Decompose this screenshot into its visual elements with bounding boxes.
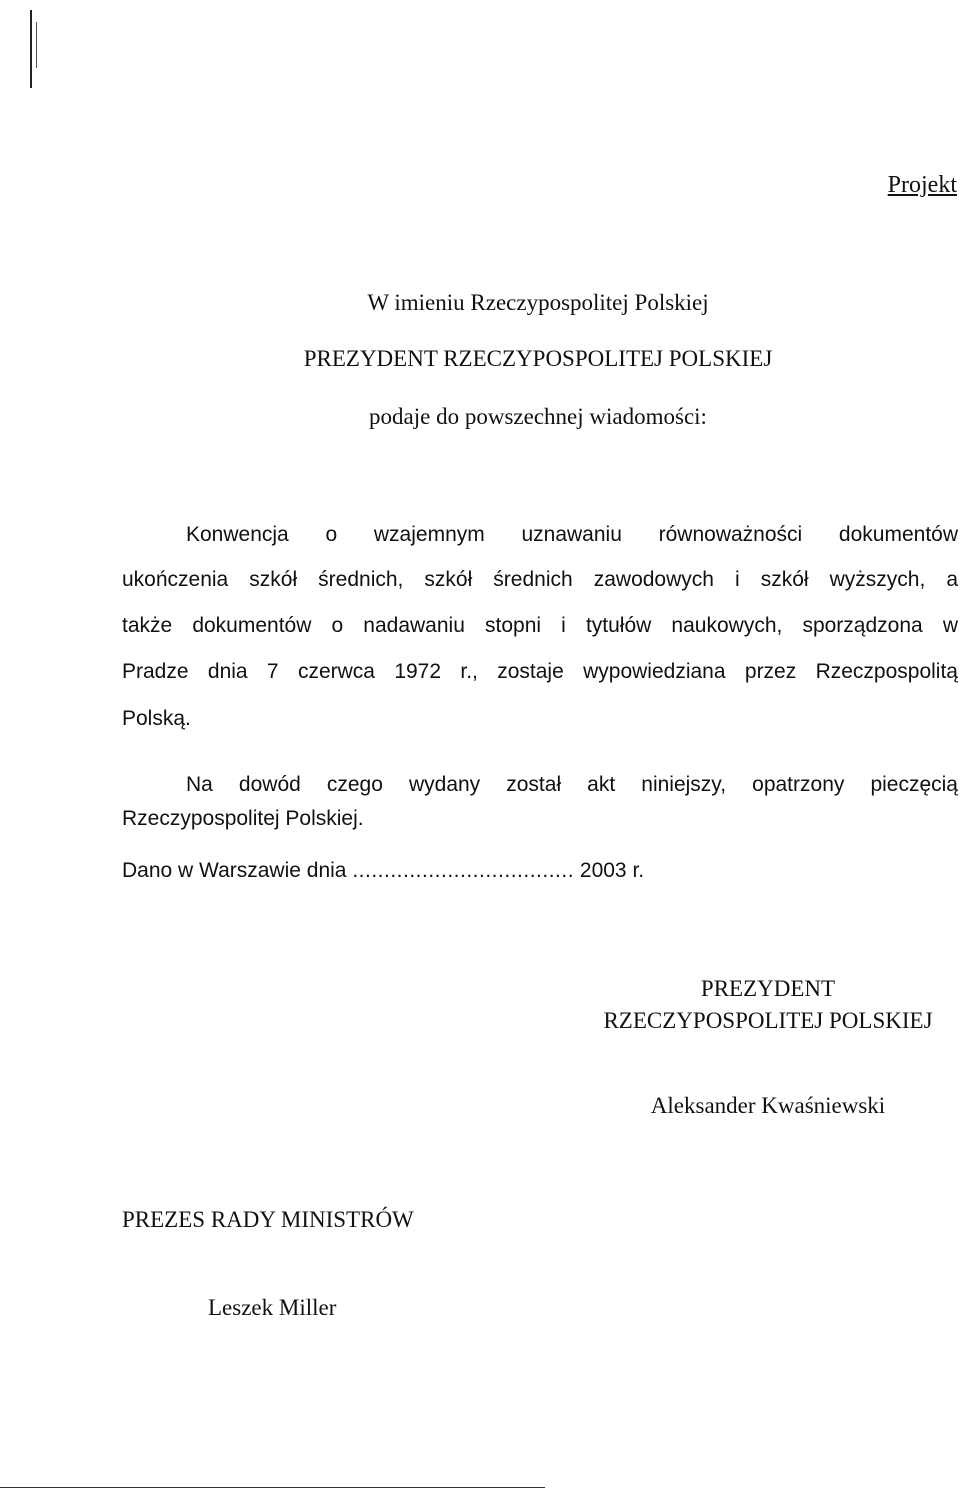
pm-name: Leszek Miller xyxy=(208,1295,337,1320)
para2-line-2: Rzeczypospolitej Polskiej. xyxy=(122,807,364,830)
president-name: Aleksander Kwaśniewski xyxy=(650,1093,886,1118)
dano-year: 2003 r. xyxy=(579,859,645,882)
preamble-line-3: podaje do powszechnej wiadomości: xyxy=(369,404,707,429)
scan-edge-mark xyxy=(30,10,32,88)
president-title-2: RZECZYPOSPOLITEJ POLSKIEJ xyxy=(603,1008,933,1033)
dano-line xyxy=(122,858,644,884)
para2-line-1: Na dowód czego wydany został akt niniejszy, opatrzony pieczęcią xyxy=(186,773,958,796)
president-title-1: PREZYDENT xyxy=(700,976,836,1001)
preamble-line-2: PREZYDENT RZECZYPOSPOLITEJ POLSKIEJ xyxy=(303,346,773,371)
para1-line-5: Polską. xyxy=(122,707,191,730)
para1-line-1: Konwencja o wzajemnym uznawaniu równoważności dokumentów xyxy=(186,523,958,546)
scan-bottom-line xyxy=(0,1487,545,1488)
para1-line-2: ukończenia szkół średnich, szkół średnich zawodowych i szkół wyższych, a xyxy=(122,568,958,591)
scan-edge-mark-thin xyxy=(36,22,37,68)
para1-line-3: także dokumentów o nadawaniu stopni i tytułów naukowych, sporządzona w xyxy=(122,614,958,637)
projekt-label: Projekt xyxy=(887,172,957,198)
dano-prefix: Dano w Warszawie dnia xyxy=(122,859,347,882)
pm-title: PREZES RADY MINISTRÓW xyxy=(122,1207,414,1232)
dano-date-blank: ................................... xyxy=(352,859,575,882)
preamble-line-1: W imieniu Rzeczypospolitej Polskiej xyxy=(367,290,709,315)
para1-line-4: Pradze dnia 7 czerwca 1972 r., zostaje wypowiedziana przez Rzeczpospolitą xyxy=(122,660,958,683)
